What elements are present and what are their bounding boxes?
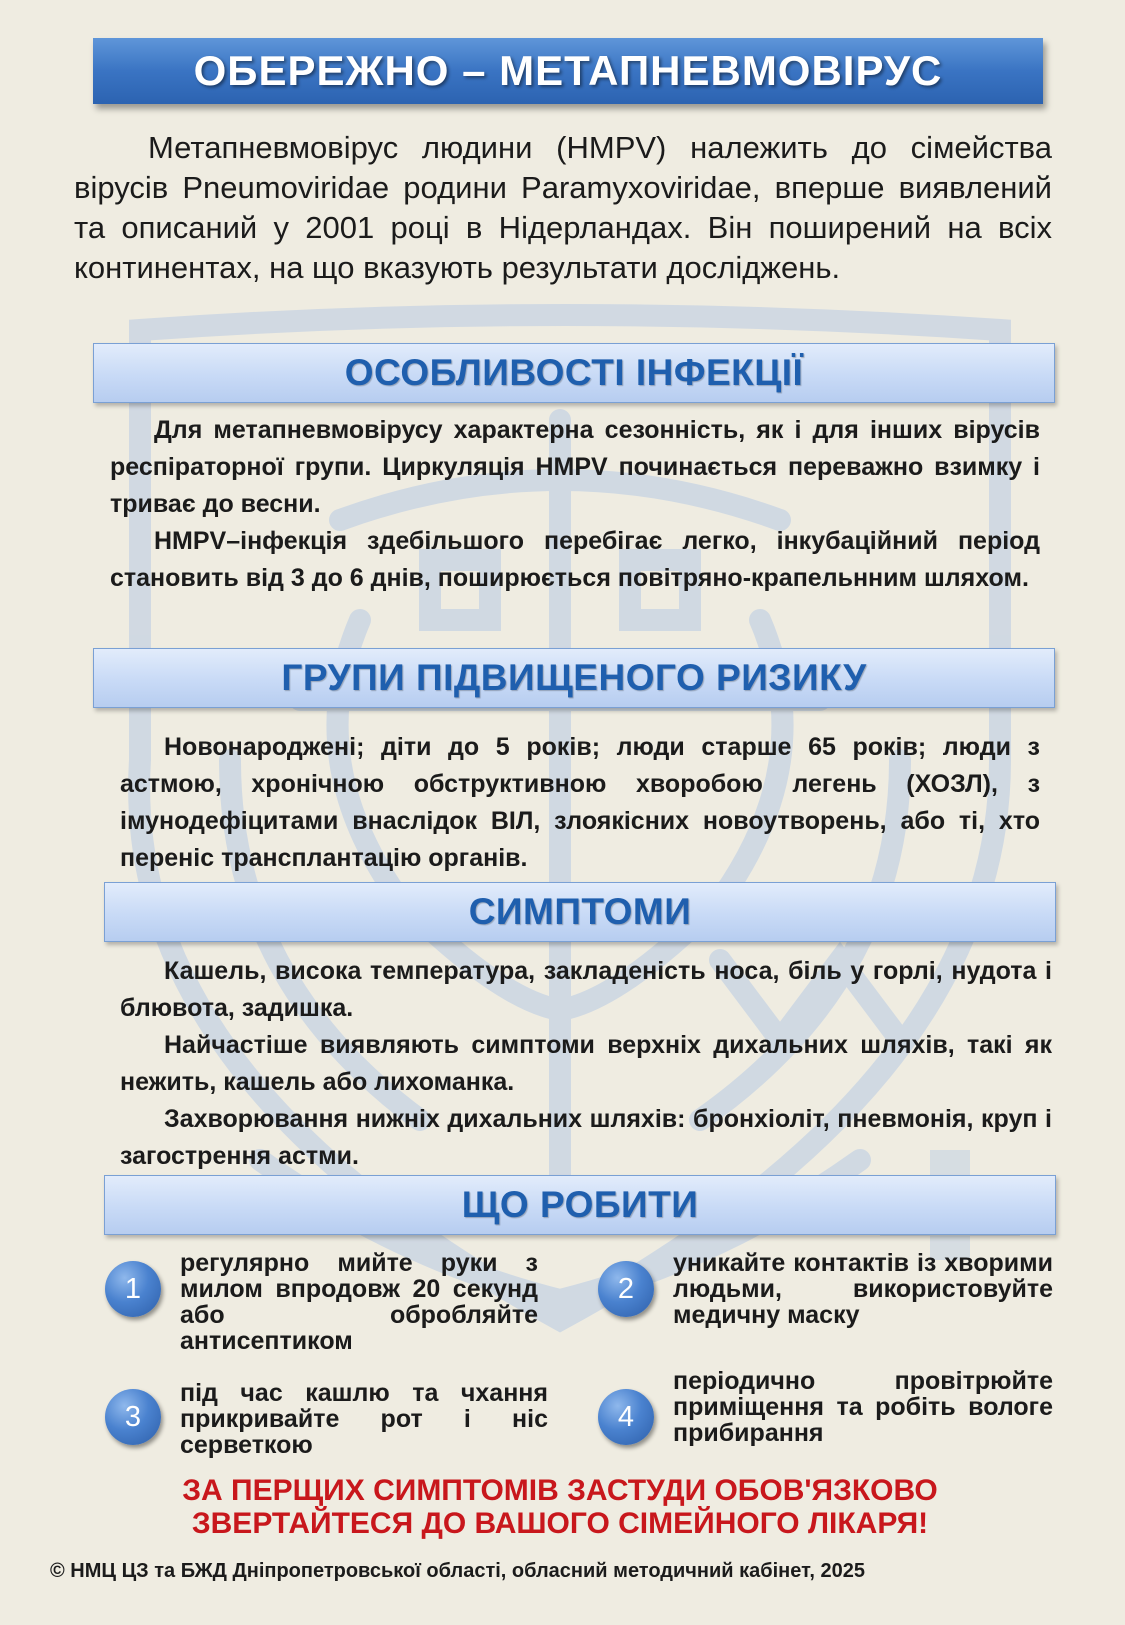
features-paragraph-2: HMPV–інфекція здебільшого перебігає легко, інкубаційний період становить від 3 до 6 днів, поширюється повітряно-крапельнним шляхом. <box>110 527 1040 592</box>
copyright-footer: © НМЦ ЦЗ та БЖД Дніпропетровської області, обласний методичний кабінет, 2025 <box>50 1560 865 1582</box>
features-text <box>110 412 1040 597</box>
tip-number-4-badge <box>598 1389 654 1445</box>
tip-1-text: регулярно мийте руки з милом впродовж 20 секунд або обробляйте антисептиком <box>180 1249 538 1355</box>
features-paragraph-1: Для метапневмовірусу характерна сезонність, як і для інших вірусів респіраторної групи. Циркуляція HMPV починається переважно взимку і триває до весни. <box>110 416 1040 518</box>
doctor-warning <box>100 1474 1020 1540</box>
section-heading-features-text: ОСОБЛИВОСТІ ІНФЕКЦІЇ <box>344 352 804 393</box>
main-title-banner <box>93 38 1043 104</box>
symptoms-paragraph-3: Захворювання нижніх дихальних шляхів: бронхіоліт, пневмонія, круп і загострення астми. <box>120 1105 1052 1170</box>
risk-paragraph-1: Новонароджені; діти до 5 років; люди старше 65 років; люди з астмою, хронічною обструктивною хворобою легень (ХОЗЛ), з імунодефіцитами внаслідок ВІЛ, злоякісних новоутворень, або ті, хто переніс трансплантацію органів. <box>120 733 1040 872</box>
doctor-warning-line-2: ЗВЕРТАЙТЕСЯ ДО ВАШОГО СІМЕЙНОГО ЛІКАРЯ! <box>191 1507 929 1540</box>
section-heading-features <box>93 343 1055 403</box>
symptoms-text <box>120 953 1052 1175</box>
section-heading-symptoms-text: СИМПТОМИ <box>468 891 692 932</box>
section-heading-symptoms <box>104 882 1056 942</box>
section-heading-risk-text: ГРУПИ ПІДВИЩЕНОГО РИЗИКУ <box>281 657 867 698</box>
symptoms-paragraph-1: Кашель, висока температура, закладеність носа, біль у горлі, нудота і блювота, задишка. <box>120 957 1052 1022</box>
tip-number-3-badge <box>105 1389 161 1445</box>
page-title: ОБЕРЕЖНО – МЕТАПНЕВМОВІРУС <box>193 47 943 94</box>
section-heading-actions-text: ЩО РОБИТИ <box>461 1184 699 1225</box>
tip-3-text: під час кашлю та чхання прикривайте рот і ніс серветкою <box>180 1379 548 1459</box>
doctor-warning-line-1: ЗА ПЕРЩИХ СИМПТОМІВ ЗАСТУДИ ОБОВ'ЯЗКОВО <box>182 1474 938 1507</box>
tip-number-2: 2 <box>617 1272 635 1305</box>
tip-2-text: уникайте контактів із хворими людьми, використовуйте медичну маску <box>673 1249 1053 1329</box>
tip-4-text: періодично провітрюйте приміщення та робіть вологе прибирання <box>673 1367 1053 1447</box>
risk-text <box>120 729 1040 877</box>
section-heading-actions <box>104 1175 1056 1235</box>
tip-number-1-badge <box>105 1261 161 1317</box>
symptoms-paragraph-2: Найчастіше виявляють симптоми верхніх дихальних шляхів, такі як нежить, кашель або лихоманка. <box>120 1031 1052 1096</box>
intro-paragraph: Метапневмовірус людини (HMPV) належить до сімейства вірусів Pneumoviridae родини Paramyxoviridae, вперше виявлений та описаний у 2001 році в Нідерландах. Він поширений на всіх континентах, на що вказують результати досліджень. <box>74 130 1052 285</box>
tip-number-1: 1 <box>124 1272 142 1305</box>
tip-number-3: 3 <box>124 1400 142 1433</box>
tip-number-2-badge <box>598 1261 654 1317</box>
section-heading-risk <box>93 648 1055 708</box>
tip-number-4: 4 <box>617 1400 635 1433</box>
